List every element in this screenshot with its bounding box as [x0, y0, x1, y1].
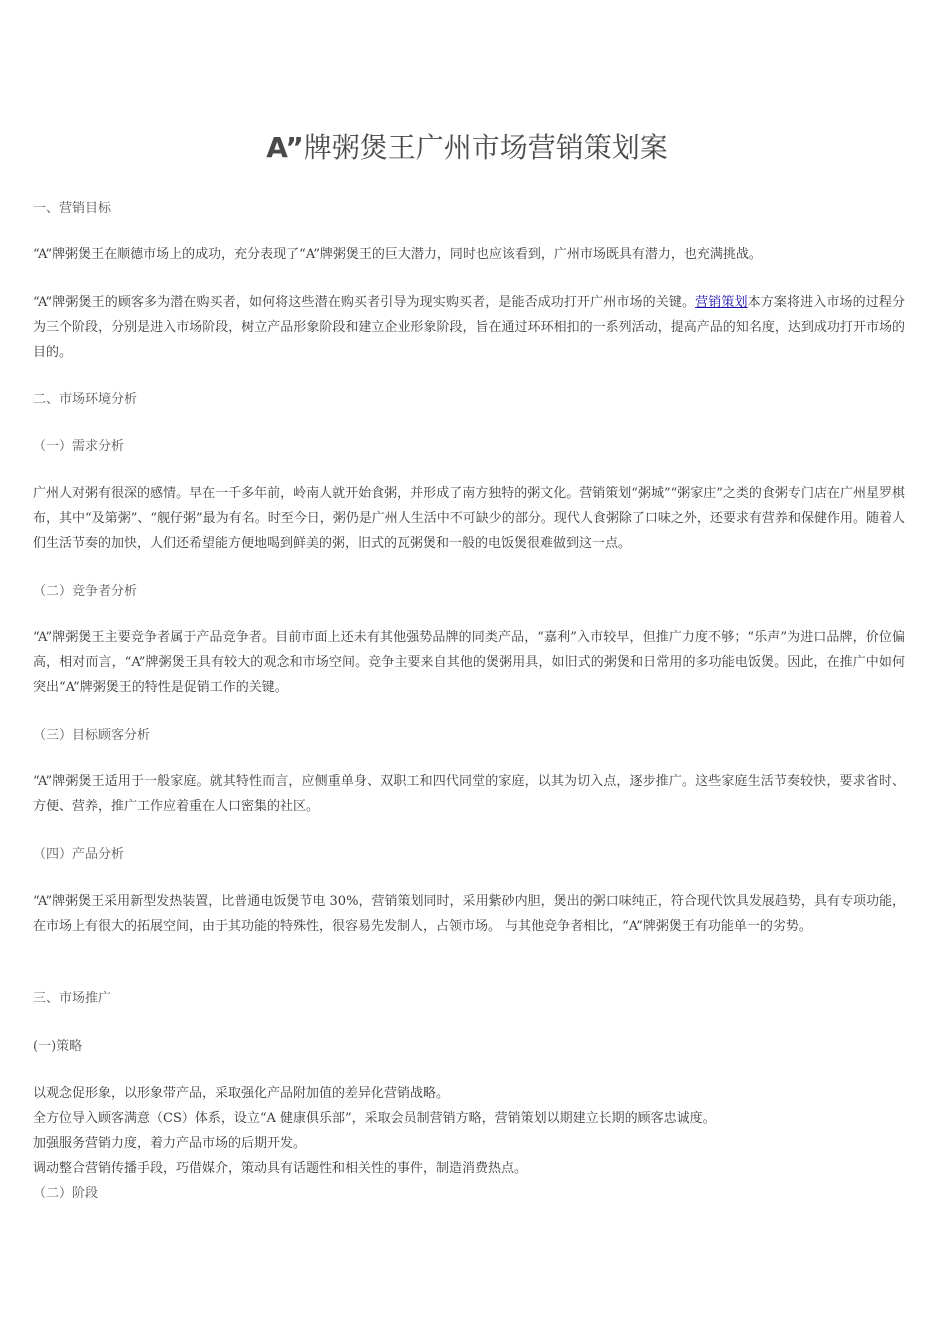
heading-market-environment: 二、市场环境分析 — [33, 392, 138, 407]
strategy-item: 全方位导入顾客满意（CS）体系，设立“A 健康俱乐部”，采取会员制营销方略，营销策划以期建立长期的顾客忠诚度。 — [33, 1111, 716, 1126]
document-title — [0, 128, 934, 168]
paragraph-competitor: “A”牌粥煲王主要竞争者属于产品竞争者。目前市面上还未有其他强势品牌的同类产品，“嘉利”入市较早，但推广力度不够；“乐声”为进口品牌，价位偏高，相对而言，“A”牌粥煲王具有较大的观念和市场空间。竞争主要来自其他的煲粥用具，如旧式的粥煲和日常用的多功能电饭煲。因此，在推广中如何突出“A”牌粥煲王的特性是促销工作的关键。 — [33, 630, 905, 695]
heading-market-promotion: 三、市场推广 — [33, 991, 112, 1006]
heading-stages: （二）阶段 — [33, 1186, 99, 1201]
title-lead: A” — [266, 131, 304, 164]
heading-demand-analysis: （一）需求分析 — [33, 439, 125, 454]
paragraph-goal-plan-after: 本方案将进入市场的过程分为三个阶段，分别是进入市场阶段，树立产品形象阶段和建立企业形象阶段，旨在通过环环相扣的一系列活动，提高产品的知名度，达到成功打开市场的目的。 — [33, 295, 905, 360]
strategy-list — [33, 1081, 905, 1206]
paragraph-goal-plan — [33, 290, 905, 365]
title-rest: 牌粥煲王广州市场营销策划案 — [303, 131, 668, 164]
heading-target-customer: （三）目标顾客分析 — [33, 728, 151, 743]
strategy-item: 以观念促形象，以形象带产品，采取强化产品附加值的差异化营销战略。 — [33, 1086, 450, 1101]
heading-product-analysis: （四）产品分析 — [33, 847, 125, 862]
heading-competitor-analysis: （二）竞争者分析 — [33, 584, 138, 599]
paragraph-product: “A”牌粥煲王采用新型发热装置，比普通电饭煲节电 30%，营销策划同时，采用紫砂内胆，煲出的粥口味纯正，符合现代饮具发展趋势，具有专项功能，在市场上有很大的拓展空间，由于其功能的特殊性，很容易先发制人，占领市场。 与其他竞争者相比，“A”牌粥煲王有功能单一的劣势。 — [33, 894, 905, 934]
heading-marketing-goal: 一、营销目标 — [33, 201, 112, 216]
paragraph-demand: 广州人对粥有很深的感情。早在一千多年前，岭南人就开始食粥，并形成了南方独特的粥文化。营销策划“粥城”“粥家庄”之类的食粥专门店在广州星罗棋布，其中“及第粥”、“舰仔粥”最为有名。时至今日，粥仍是广州人生活中不可缺少的部分。现代人食粥除了口味之外，还要求有营养和保健作用。随着人们生活节奏的加快，人们还希望能方便地喝到鲜美的粥，旧式的瓦粥煲和一般的电饭煲很难做到这一点。 — [33, 486, 905, 551]
heading-strategy: (一)策略 — [33, 1039, 83, 1054]
marketing-plan-link[interactable]: 营销策划 — [695, 295, 748, 310]
strategy-item: 调动整合营销传播手段，巧借媒介，策动具有话题性和相关性的事件，制造消费热点。 — [33, 1161, 528, 1176]
paragraph-goal-plan-before: “A”牌粥煲王的顾客多为潜在购买者，如何将这些潜在购买者引导为现实购买者，是能否成功打开广州市场的关键。 — [33, 295, 696, 310]
paragraph-target-customer: “A”牌粥煲王适用于一般家庭。就其特性而言，应侧重单身、双职工和四代同堂的家庭，以其为切入点，逐步推广。这些家庭生活节奏较快，要求省时、方便、营养，推广工作应着重在人口密集的社区。 — [33, 774, 905, 814]
paragraph-goal-success: “A”牌粥煲王在顺德市场上的成功，充分表现了“A”牌粥煲王的巨大潜力，同时也应该看到，广州市场既具有潜力，也充满挑战。 — [33, 247, 762, 262]
strategy-item: 加强服务营销力度，着力产品市场的后期开发。 — [33, 1136, 307, 1151]
